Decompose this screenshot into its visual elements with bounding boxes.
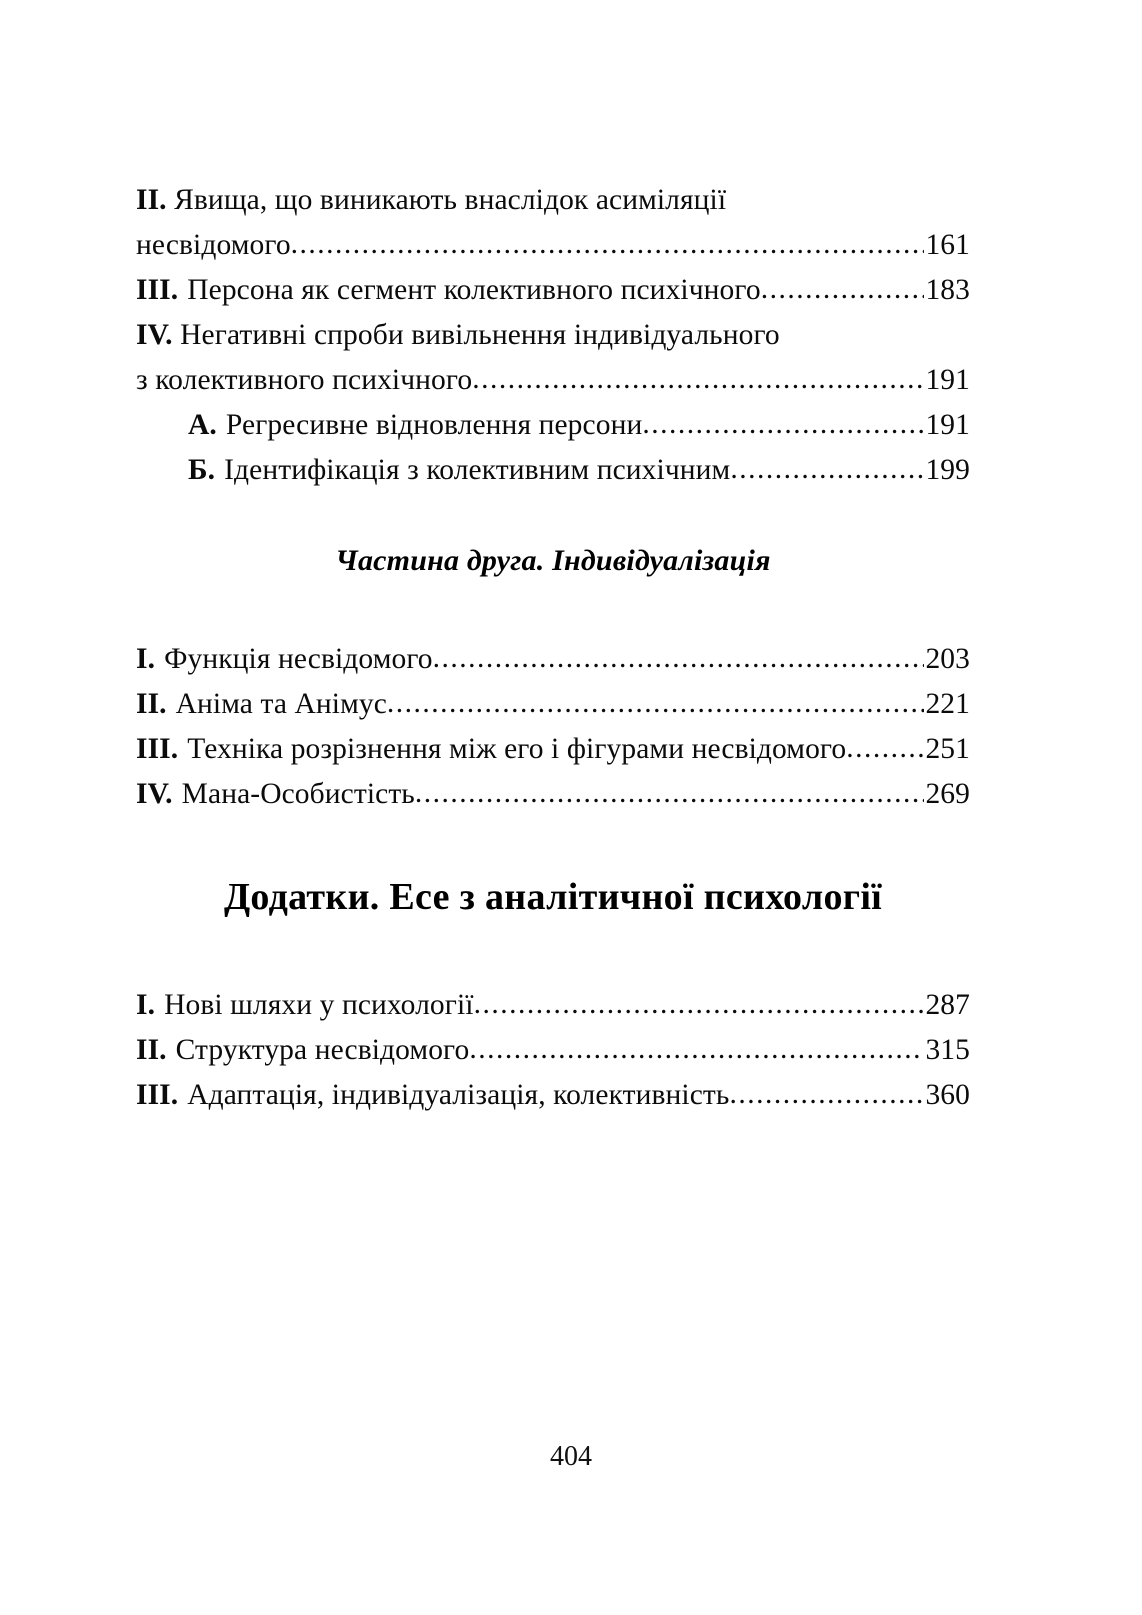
toc-entry-number: III.: [136, 274, 179, 306]
dot-leader: [846, 726, 924, 771]
spacer: [136, 817, 970, 873]
toc-entry-title: Структура несвідомого: [175, 1034, 470, 1066]
toc-page-number: 183: [925, 274, 970, 306]
toc-subentry[interactable]: [136, 403, 970, 448]
toc-subentry-letter: Б.: [188, 454, 216, 486]
appendix-heading: Додатки. Есе з аналітичної психології: [223, 876, 883, 918]
dot-leader: [415, 771, 925, 816]
toc-entry-number: II.: [136, 1034, 167, 1066]
toc-page-number: 203: [925, 643, 970, 675]
toc-page-number: 199: [925, 454, 970, 486]
toc-entry-title: Мана-Особистість: [181, 778, 415, 810]
toc-page-number: 191: [925, 364, 970, 396]
toc-subentry-title: Регресивне відновлення персони: [225, 409, 643, 441]
dot-leader: [729, 1072, 924, 1117]
toc-section-appendix: [136, 983, 970, 1118]
spacer: [136, 921, 970, 983]
toc-entry-line: [188, 403, 970, 448]
toc-entry[interactable]: [136, 983, 970, 1028]
part-two-heading: Частина друга. Індивідуалізація: [335, 544, 771, 577]
toc-entry-number: IV.: [136, 778, 173, 810]
dot-leader: [433, 636, 925, 681]
toc-entry-line: [136, 772, 970, 817]
toc-page-number: 221: [925, 688, 970, 720]
toc-section-part-two: [136, 637, 970, 817]
toc-entry[interactable]: [136, 1073, 970, 1118]
page-folio-number: 404: [550, 1441, 592, 1472]
toc-entry-line: [136, 682, 970, 727]
toc-entry[interactable]: [136, 637, 970, 682]
toc-entry[interactable]: [136, 682, 970, 727]
toc-page-number: 191: [925, 409, 970, 441]
toc-page-number: 251: [925, 733, 970, 765]
toc-page-number: 315: [925, 1034, 970, 1066]
toc-entry-number: III.: [136, 1079, 179, 1111]
dot-leader: [730, 447, 924, 492]
toc-entry-second-line: [136, 358, 970, 403]
dot-leader: [291, 222, 925, 267]
dot-leader: [472, 357, 924, 402]
dot-leader: [387, 681, 925, 726]
dot-leader: [469, 1027, 924, 1072]
spacer: [136, 581, 970, 637]
toc-entry-title: Аніма та Анімус: [175, 688, 387, 720]
toc-entry-title: Негативні спроби вивільнення індивідуального: [180, 319, 780, 351]
toc-entry[interactable]: [136, 772, 970, 817]
dot-leader: [642, 402, 924, 447]
toc-entry[interactable]: [136, 1028, 970, 1073]
toc-page-number: 161: [925, 229, 970, 261]
toc-entry[interactable]: [136, 727, 970, 772]
toc-content: [136, 178, 970, 1118]
dot-leader: [761, 267, 925, 312]
toc-entry-title-cont: з колективного психічного: [136, 364, 473, 396]
toc-entry-title: Персона як сегмент колективного психічного: [187, 274, 761, 306]
toc-subentry-letter: А.: [188, 409, 217, 441]
toc-entry-title: Явища, що виникають внаслідок асиміляції: [174, 184, 727, 216]
toc-subentry[interactable]: [136, 448, 970, 493]
toc-entry[interactable]: [136, 313, 970, 403]
toc-entry-title: Нові шляхи у психології: [164, 989, 474, 1021]
toc-entry[interactable]: [136, 178, 970, 268]
toc-section-part-one-continued: [136, 178, 970, 493]
toc-entry-line: [136, 727, 970, 772]
toc-entry-line: [188, 448, 970, 493]
spacer: [136, 493, 970, 541]
dot-leader: [474, 982, 925, 1027]
toc-entry-line: [136, 1028, 970, 1073]
toc-entry-title-cont: несвідомого: [136, 229, 291, 261]
toc-entry-line: [136, 983, 970, 1028]
toc-page-number: 287: [925, 989, 970, 1021]
toc-entry[interactable]: [136, 268, 970, 313]
toc-entry-number: II.: [136, 184, 167, 216]
toc-entry-number: III.: [136, 733, 179, 765]
toc-entry-line: [136, 1073, 970, 1118]
toc-entry-title: Техніка розрізнення між его і фігурами несвідомого: [187, 733, 847, 765]
toc-entry-title: Адаптація, індивідуалізація, колективність: [187, 1079, 730, 1111]
toc-page-number: 360: [925, 1079, 970, 1111]
toc-entry-second-line: [136, 223, 970, 268]
toc-entry-line: [136, 268, 970, 313]
toc-entry-first-line: [136, 178, 970, 223]
toc-entry-line: [136, 637, 970, 682]
toc-entry-number: I.: [136, 989, 156, 1021]
toc-entry-number: I.: [136, 643, 156, 675]
toc-entry-title: Функція несвідомого: [164, 643, 433, 675]
toc-entry-first-line: [136, 313, 970, 358]
toc-entry-number: II.: [136, 688, 167, 720]
toc-subentry-title: Ідентифікація з колективним психічним: [224, 454, 731, 486]
toc-entry-number: IV.: [136, 319, 173, 351]
toc-page-number: 269: [925, 778, 970, 810]
